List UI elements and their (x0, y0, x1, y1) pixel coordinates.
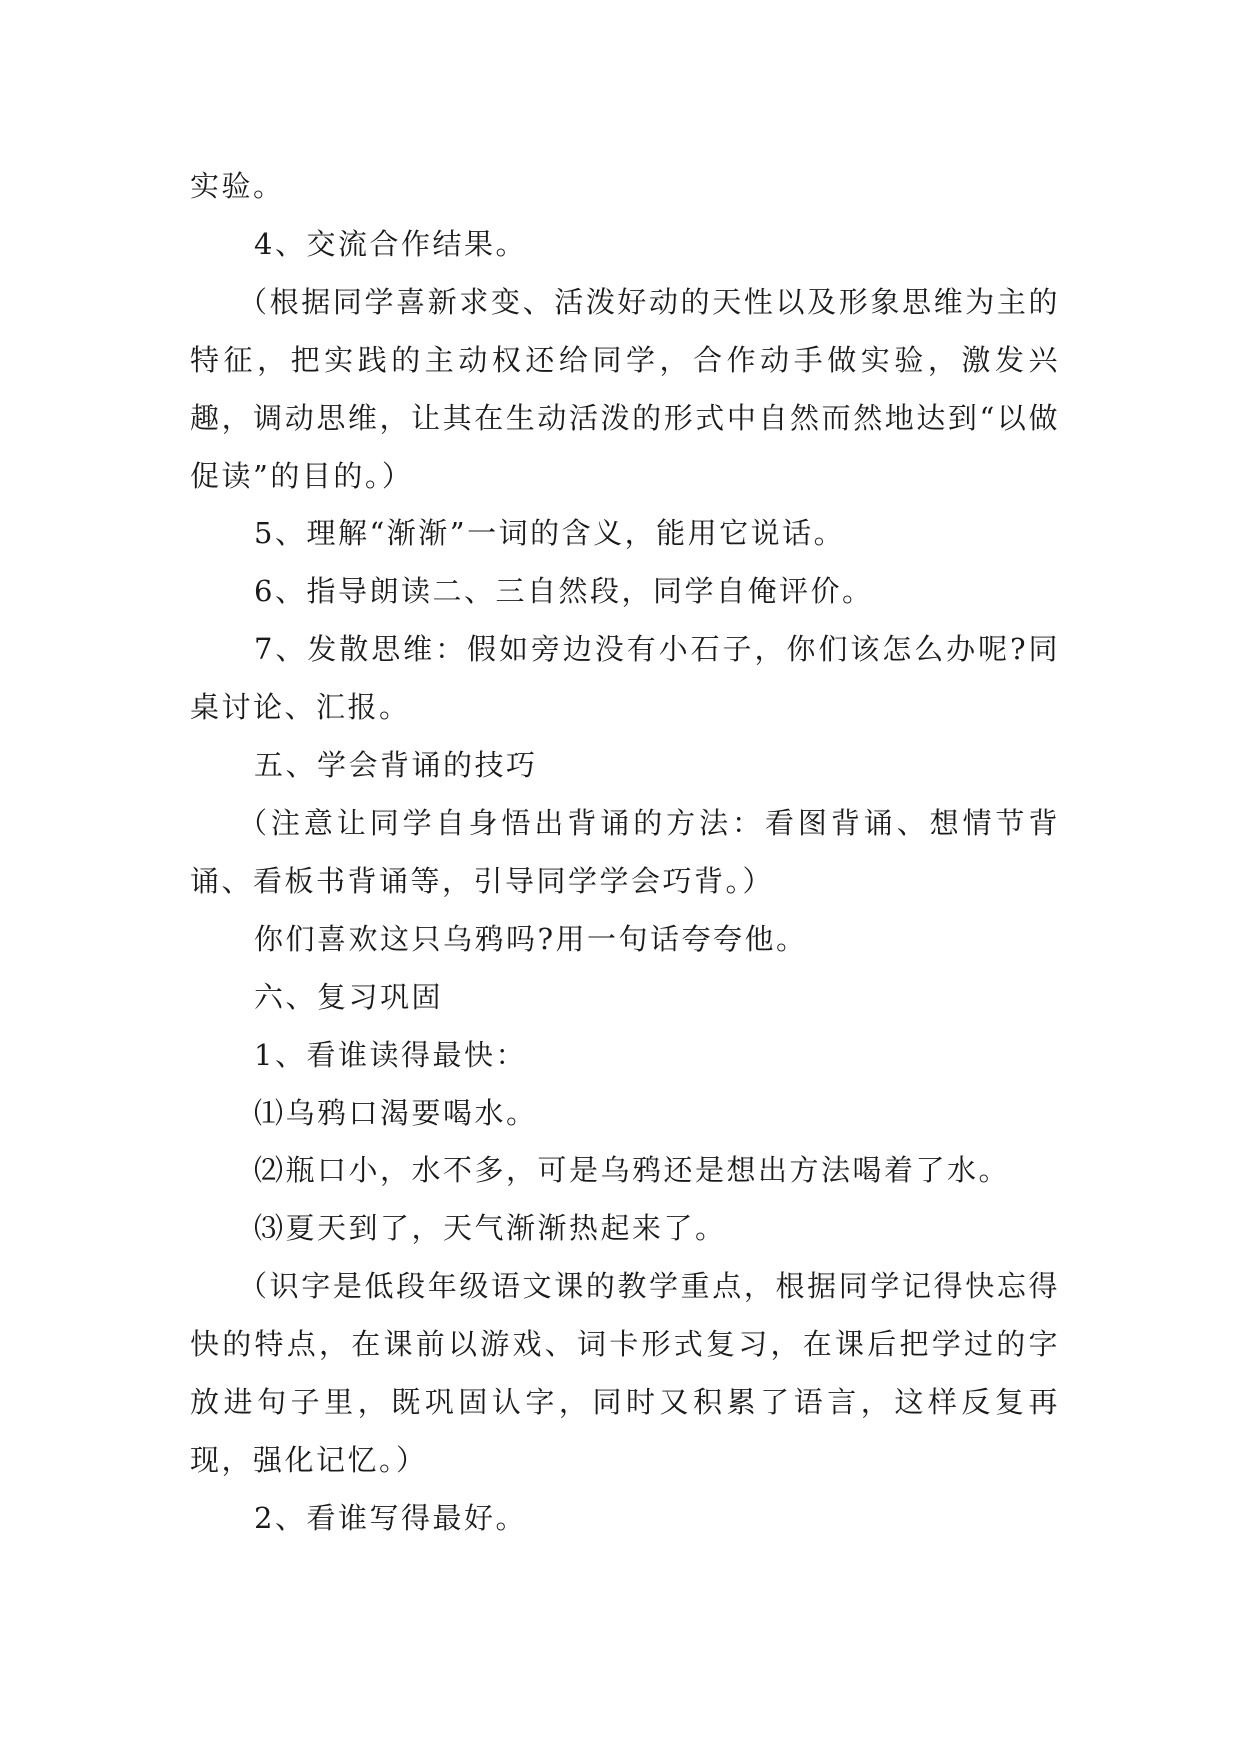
paragraph: 5、理解“渐渐”一词的含义，能用它说话。 (254, 516, 846, 551)
list-item: ⑶夏天到了，天气渐渐热起来了。 (254, 1211, 727, 1246)
paragraph: 1、看谁读得最快： (254, 1037, 527, 1072)
section-heading: 六、复习巩固 (254, 979, 444, 1014)
body-text (190, 158, 1060, 1548)
paragraph: 4、交流合作结果。 (254, 226, 527, 261)
paragraph: （根据同学喜新求变、活泼好动的天性以及形象思维为主的特征，把实践的主动权还给同学，合作动手做实验，激发兴趣，调动思维，让其在生动活泼的形式中自然而然地达到“以做促读”的目的。） (190, 284, 1060, 493)
paragraph: 6、指导朗读二、三自然段，同学自俺评价。 (254, 574, 874, 609)
paragraph: 实验。 (190, 169, 285, 203)
list-item: ⑴乌鸦口渴要喝水。 (254, 1095, 538, 1130)
paragraph: （识字是低段年级语文课的教学重点，根据同学记得快忘得快的特点，在课前以游戏、词卡形式复习，在课后把学过的字放进句子里，既巩固认字，同时又积累了语言，这样反复再现，强化记忆。） (190, 1269, 1060, 1477)
list-item: ⑵瓶口小，水不多，可是乌鸦还是想出方法喝着了水。 (254, 1153, 1011, 1188)
section-heading: 五、学会背诵的技巧 (254, 748, 538, 783)
paragraph: 你们喜欢这只乌鸦吗?用一句话夸夸他。 (254, 921, 808, 956)
paragraph: 7、发散思维：假如旁边没有小石子，你们该怎么办呢?同桌讨论、汇报。 (190, 632, 1060, 725)
paragraph: 2、看谁写得最好。 (254, 1500, 527, 1535)
paragraph: （注意让同学自身悟出背诵的方法：看图背诵、想情节背诵、看板书背诵等，引导同学学会巧背。） (190, 805, 1060, 898)
